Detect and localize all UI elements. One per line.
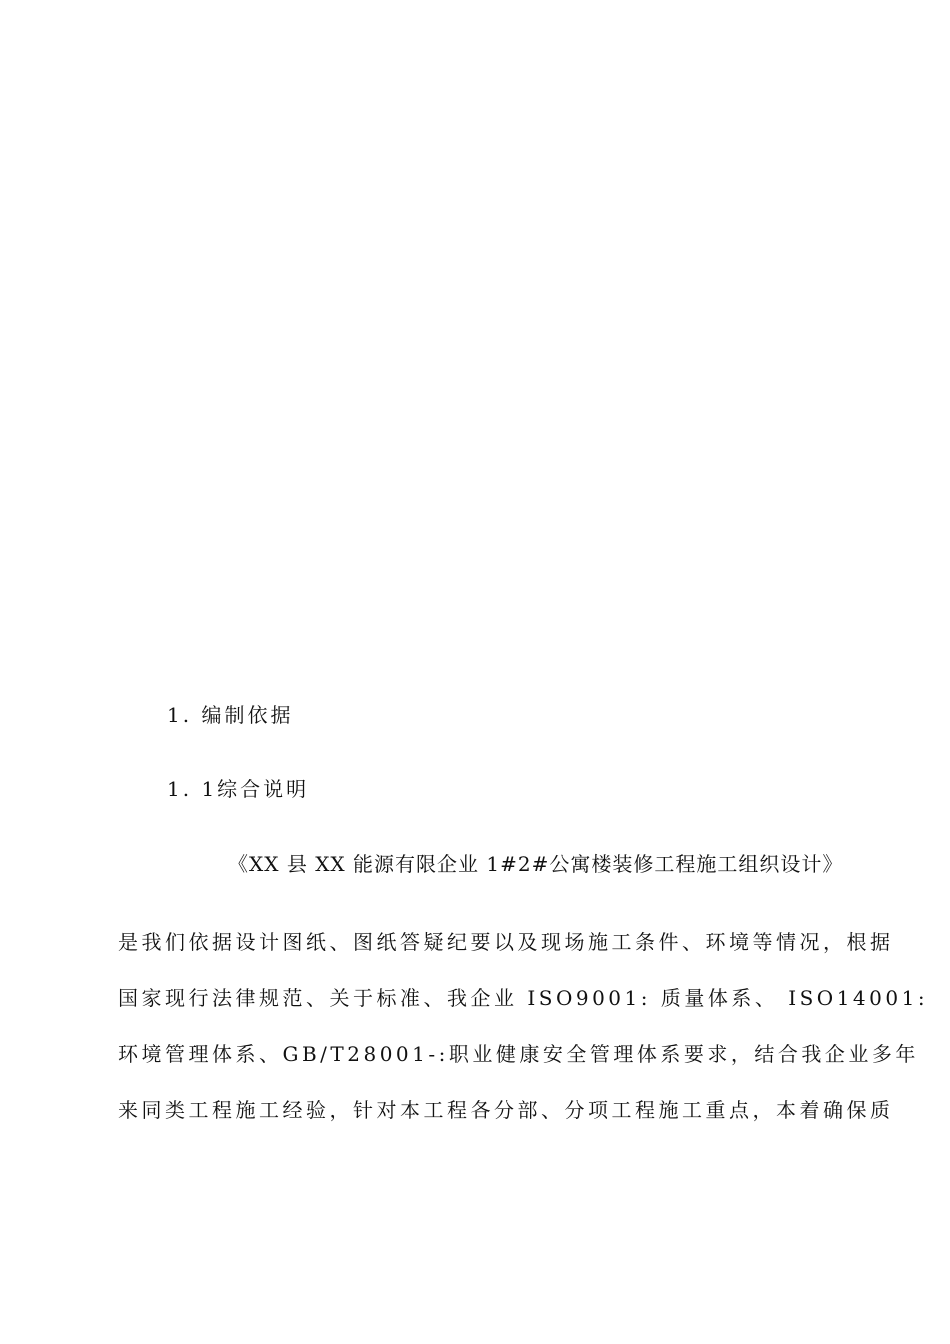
subsection-heading: 1. 1综合说明: [167, 777, 310, 801]
paragraph-line: 国家现行法律规范、关于标准、我企业 ISO9001: 质量体系、 ISO14001:: [118, 986, 929, 1010]
paragraph-line: 环境管理体系、GB/T28001-:职业健康安全管理体系要求，结合我企业多年: [118, 1042, 919, 1066]
paragraph-line: 是我们依据设计图纸、图纸答疑纪要以及现场施工条件、环境等情况，根据: [118, 930, 894, 954]
paragraph-line: 来同类工程施工经验，针对本工程各分部、分项工程施工重点，本着确保质: [118, 1098, 894, 1122]
section-heading: 1. 编制依据: [167, 703, 294, 727]
document-title: 《XX 县 XX 能源有限企业 1#2#公寓楼装修工程施工组织设计》: [228, 852, 844, 876]
